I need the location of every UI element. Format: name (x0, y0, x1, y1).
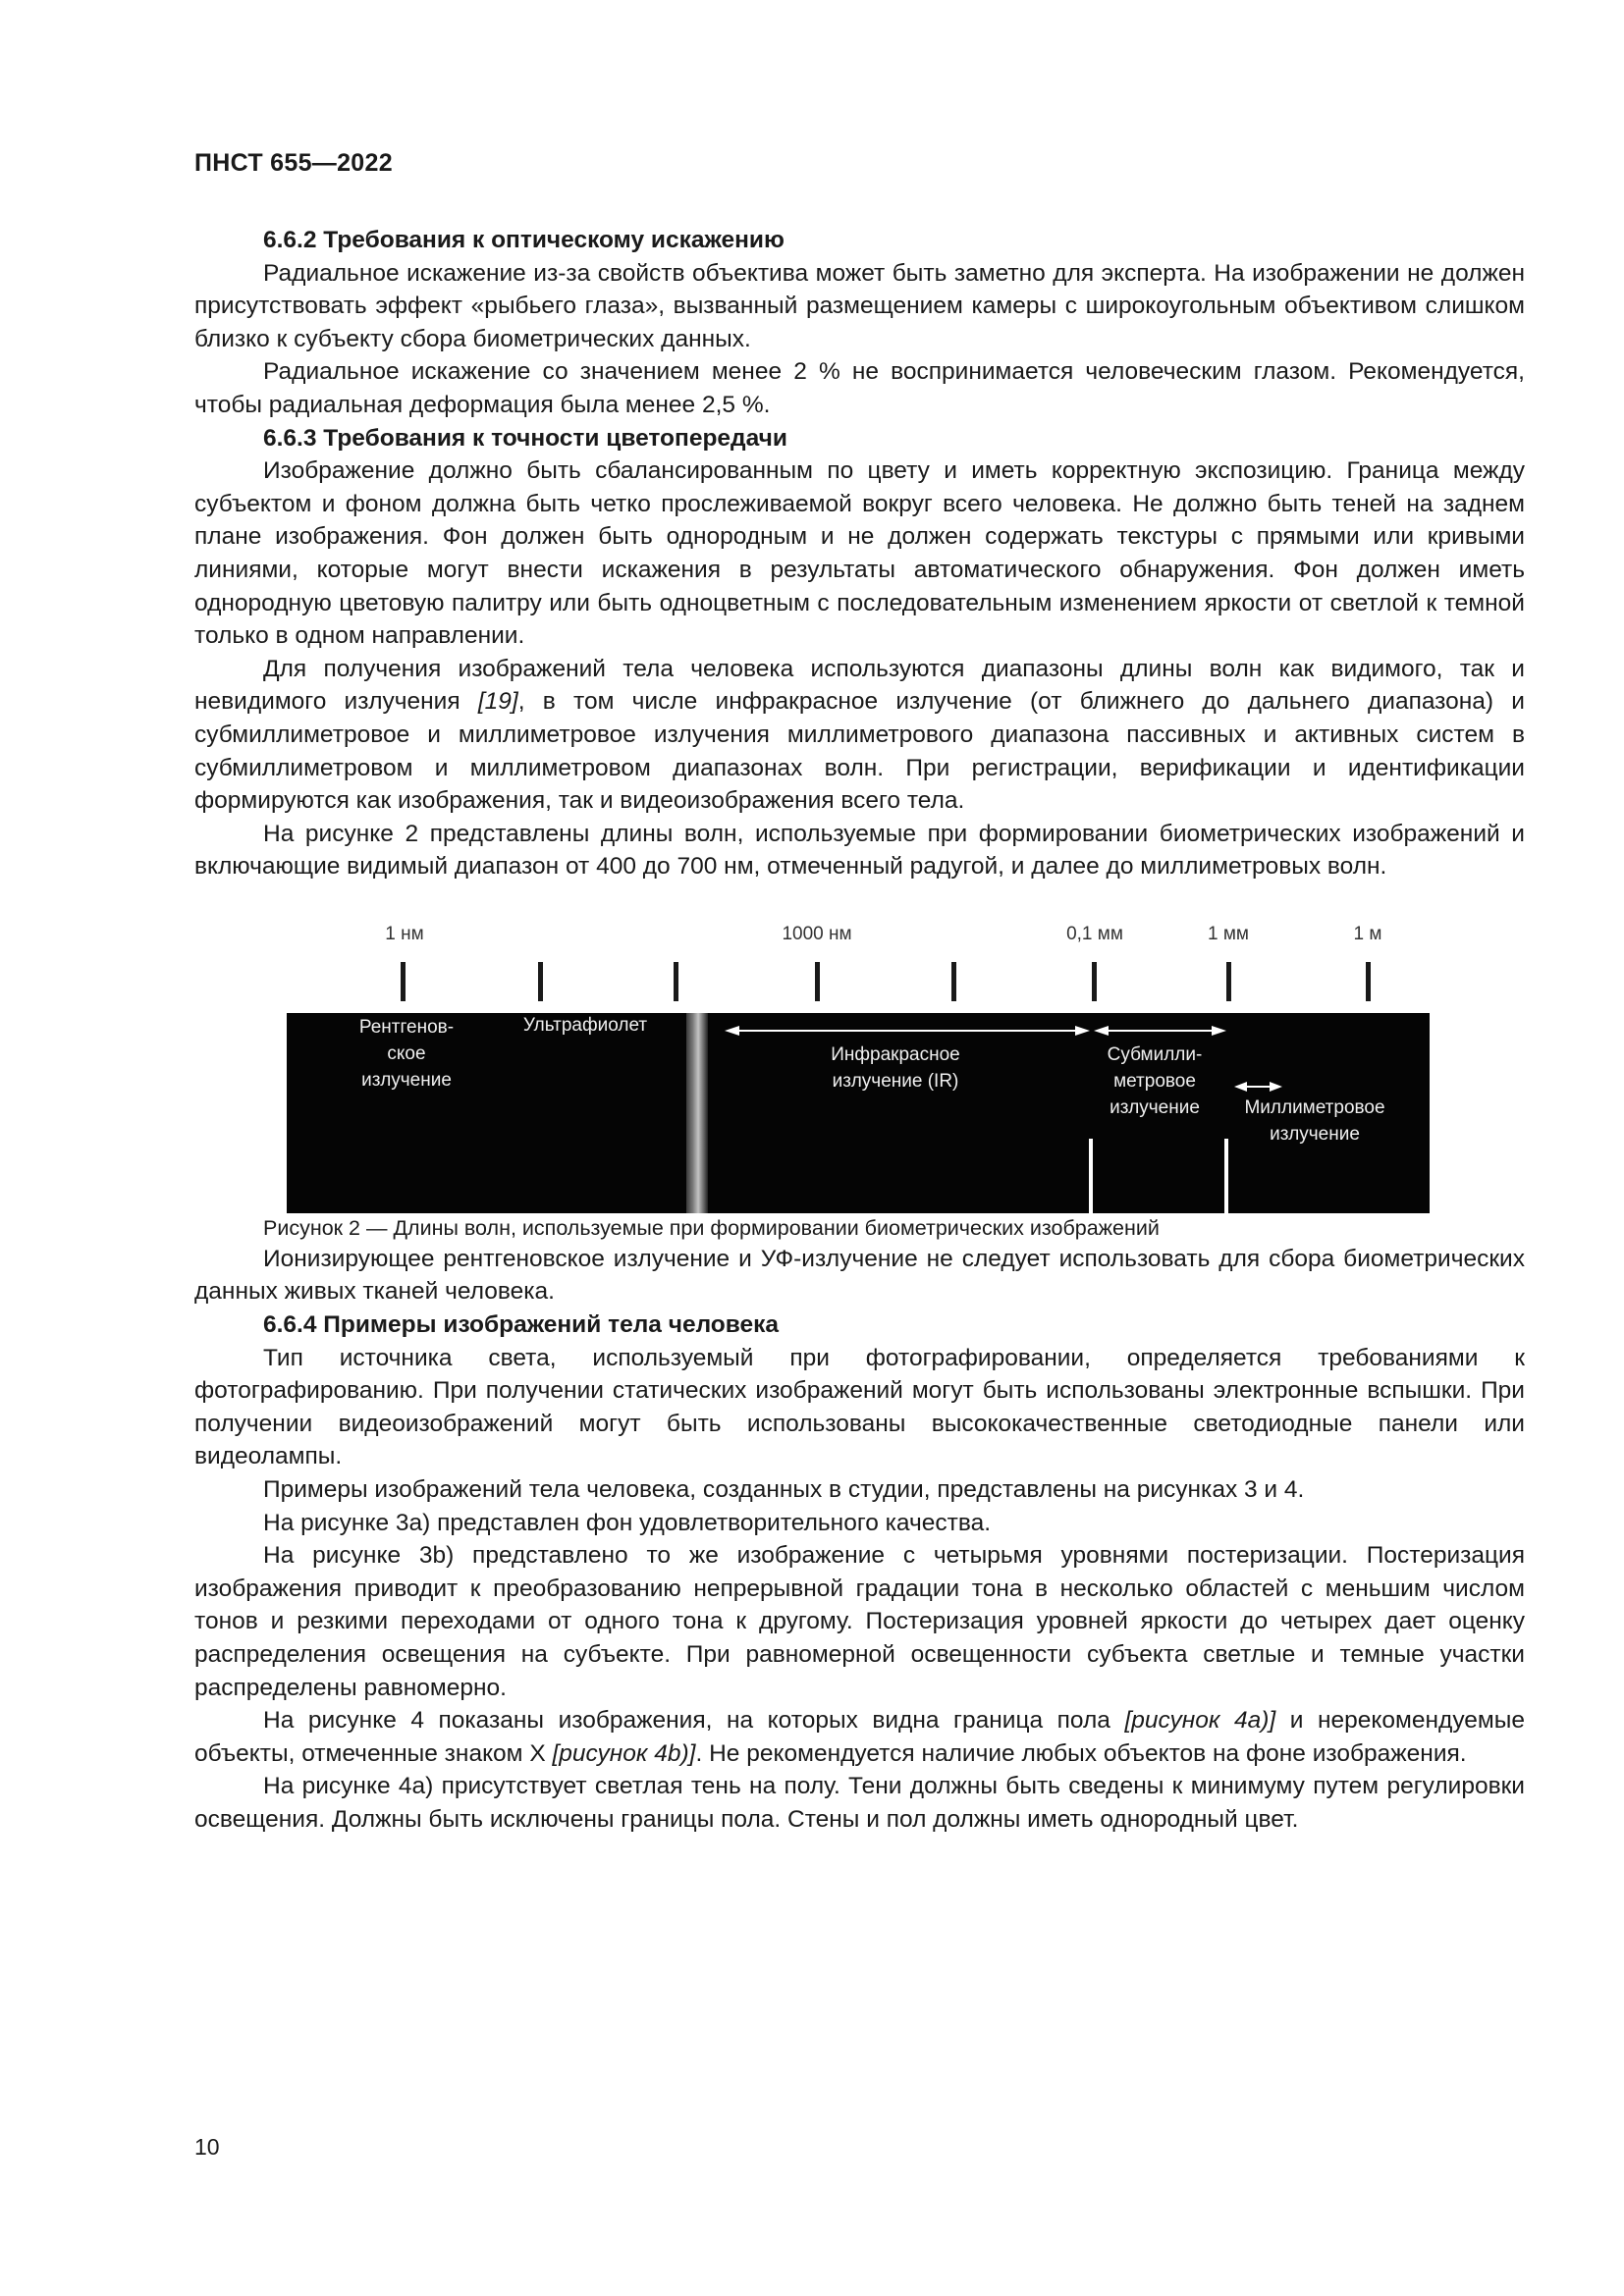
submm-label-line2: метровое (1113, 1070, 1196, 1092)
paragraph (194, 653, 1525, 818)
page-number: 10 (194, 2134, 220, 2160)
band-boundary-tick (1089, 1139, 1093, 1213)
mm-label-line2: излучение (1270, 1123, 1360, 1145)
scale-label-1mm: 1 мм (1208, 923, 1249, 944)
paragraph: Примеры изображений тела человека, созданных в студии, представлены на рисунках 3 и 4. (263, 1476, 1305, 1504)
text-run: Для получения изображений тела человека используются диапазоны длины волн как видимого, так и невидимого излучения (194, 655, 1525, 716)
submm-label-line3: излучение (1110, 1096, 1200, 1118)
paragraph: Радиальное искажение из-за свойств объектива может быть заметно для эксперта. На изображении не должен присутствовать эффект «рыбьего глаза», вызванный размещением камеры с широкоугольным объективом слишком близко к субъекту сбора биометрических данных. (194, 259, 1525, 352)
section-6-6-2-title: 6.6.2 Требования к оптическому искажению (263, 227, 785, 253)
page-body (194, 224, 1525, 1837)
xray-label-line3: излучение (361, 1069, 452, 1091)
xray-label-line1: Рентгенов- (358, 1016, 455, 1038)
scale-ticks (401, 962, 1371, 1001)
figure-reference: [рисунок 4b)] (552, 1739, 696, 1767)
paragraph: Радиальное искажение со значением менее 2 % не воспринимается человеческим глазом. Рекомендуется, чтобы радиальная деформация была менее 2,5 %. (194, 358, 1525, 418)
paragraph: Изображение должно быть сбалансированным по цвету и иметь корректную экспозицию. Граница между субъектом и фоном должна быть четко прослеживаемой вокруг всего человека. Не должно быть теней на заднем плане изображения. Фон должен быть однородным и не должен содержать текстуры с прямыми или кривыми линиями, которые могут внести искажения в результаты автоматического обнаружения. Фон должен иметь однородную цветовую палитру или быть одноцветным с последовательным изменением яркости от светлой к темной только в одном направлении. (194, 457, 1525, 650)
bibliography-reference: [19] (477, 688, 518, 716)
section-6-6-4-title: 6.6.4 Примеры изображений тела человека (263, 1311, 780, 1339)
paragraph: На рисунке 3а) представлен фон удовлетворительного качества. (263, 1509, 992, 1536)
ir-label-line1: Инфракрасное (831, 1043, 960, 1065)
paragraph (194, 1704, 1525, 1770)
figure-2-wavelength-spectrum (194, 897, 1525, 1213)
submm-label-line1: Субмилли- (1107, 1043, 1203, 1065)
visible-light-strip (686, 1013, 708, 1213)
paragraph: Тип источника света, используемый при фотографировании, определяется требованиями к фотографированию. При получении статических изображений могут быть использованы электронные вспышки. При получении видеоизображений могут быть использованы высококачественные светодиодные панели или видеолампы. (194, 1344, 1525, 1470)
figure-reference: [рисунок 4а)] (1124, 1707, 1276, 1735)
paragraph: На рисунке 3b) представлено то же изображение с четырьмя уровнями постеризации. Постеризация изображения приводит к преобразованию непрерывной градации тона в несколько областей с меньшим числом тонов и резкими переходами от одного тона к другому. Постеризация уровней яркости до четырех дает оценку распределения освещения на субъекте. При равномерной освещенности субъекта светлые и темные участки распределены равномерно. (194, 1542, 1525, 1701)
figure-2-caption: Рисунок 2 — Длины волн, используемые при формировании биометрических изображений (263, 1215, 1160, 1240)
uv-label: Ультрафиолет (522, 1014, 648, 1036)
spectrum-diagram (194, 897, 1525, 1213)
scale-label-1nm: 1 нм (385, 923, 424, 944)
scale-label-0-1mm: 0,1 мм (1066, 923, 1123, 944)
paragraph: Ионизирующее рентгеновское излучение и УФ-излучение не следует использовать для сбора биометрических данных живых тканей человека. (194, 1245, 1525, 1306)
text-run: . Не рекомендуется наличие любых объектов на фоне изображения. (695, 1739, 1467, 1767)
scale-label-1000nm: 1000 нм (782, 923, 852, 944)
text-run: и нерекомендуемые объекты, отмеченные знаком X (194, 1707, 1525, 1767)
document-code: ПНСТ 655—2022 (194, 149, 393, 177)
mm-label-line1: Миллиметровое (1244, 1096, 1385, 1118)
text-run: На рисунке 4 показаны изображения, на которых видна граница пола (263, 1707, 1125, 1735)
paragraph: На рисунке 4а) присутствует светлая тень на полу. Тени должны быть сведены к минимуму путем регулировки освещения. Должны быть исключены границы пола. Стены и пол должны иметь однородный цвет. (194, 1773, 1525, 1833)
ir-label-line2: излучение (IR) (832, 1070, 959, 1092)
text-run: , в том числе инфракрасное излучение (от ближнего до дальнего диапазона) и субмиллиметровое и миллиметровое излучения миллиметрового диапазона пассивных и активных систем в субмиллиметровом и миллиметровом диапазонах волн. При регистрации, верификации и идентификации формируются как изображения, так и видеоизображения всего тела. (194, 688, 1525, 815)
xray-label-line2: ское (387, 1042, 426, 1064)
scale-label-1m: 1 м (1353, 923, 1382, 944)
paragraph: На рисунке 2 представлены длины волн, используемые при формировании биометрических изображений и включающие видимый диапазон от 400 до 700 нм, отмеченный радугой, и далее до миллиметровых волн. (194, 820, 1525, 881)
band-boundary-tick (1224, 1139, 1228, 1213)
section-6-6-3-title: 6.6.3 Требования к точности цветопередачи (263, 424, 787, 452)
